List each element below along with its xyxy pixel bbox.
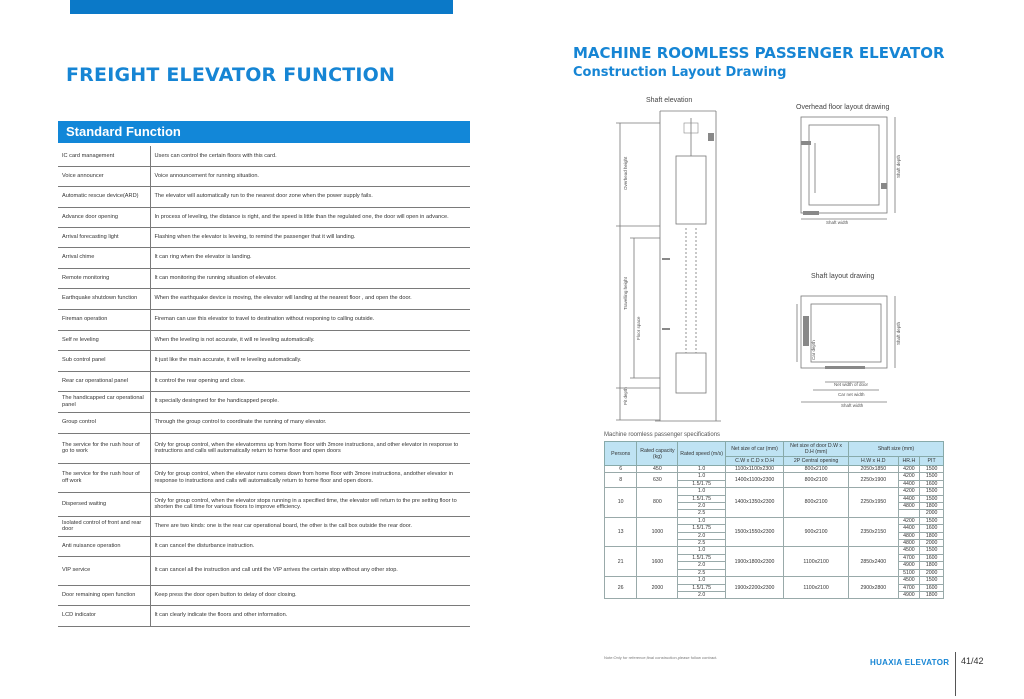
shaft-layout-label: Shaft layout drawing	[811, 273, 875, 280]
spec-pit: 1600	[920, 480, 944, 487]
shaft-elevation-drawing	[600, 108, 725, 428]
spec-capacity: 1600	[637, 547, 678, 577]
layout-shaft-depth-label: Shaft depth	[896, 321, 901, 345]
overhead-shaft-depth-label: Shaft depth	[896, 154, 901, 178]
layout-shaft-width-label: Shaft width	[841, 403, 864, 408]
th-hr: HR.H	[898, 457, 920, 466]
function-row	[58, 288, 470, 309]
spec-door-size: 1100x2100	[784, 577, 849, 599]
function-name: The service for the rush hour of off work	[58, 463, 150, 492]
spec-pit: 1500	[920, 495, 944, 502]
spec-row	[605, 488, 944, 495]
spec-car-size: 1500x1550x2300	[725, 517, 783, 547]
spec-shaft-size: 2350x2150	[848, 517, 898, 547]
function-table	[58, 146, 470, 627]
spec-hr: 4900	[898, 562, 920, 569]
spec-pit: 1500	[920, 547, 944, 554]
spec-row	[605, 466, 944, 473]
spec-door-size: 800x2100	[784, 488, 849, 518]
spec-pit: 1500	[920, 473, 944, 480]
spec-capacity: 800	[637, 488, 678, 518]
function-description: It control the rear opening and close.	[150, 371, 470, 391]
function-name: Arrival chime	[58, 247, 150, 268]
function-row	[58, 412, 470, 433]
spec-speed: 1.0	[678, 466, 726, 473]
spec-hr: 4500	[898, 547, 920, 554]
spec-pit: 2000	[920, 510, 944, 517]
spec-hr: 4400	[898, 525, 920, 532]
th-speed: Rated speed (m/s)	[678, 442, 726, 466]
function-row	[58, 605, 470, 626]
function-name: Sub control panel	[58, 350, 150, 371]
function-description: Only for group control, when the elevatormns up from home floor with 3more instructions, and other elevator in response to instructions and calls will automatically return to home floor and open doors	[150, 433, 470, 463]
function-row	[58, 330, 470, 350]
spec-hr: 4800	[898, 503, 920, 510]
shaft-elevation-label: Shaft elevation	[646, 97, 693, 104]
spec-capacity: 2000	[637, 577, 678, 599]
th-shaft-size: Shaft size (mm)	[848, 442, 943, 457]
net-width-door-label: Net width of door	[834, 382, 869, 387]
function-name: The handicapped car operational panel	[58, 391, 150, 412]
spec-hr: 4500	[898, 577, 920, 584]
spec-row	[605, 517, 944, 524]
spec-speed: 1.0	[678, 473, 726, 480]
spec-speed: 1.5/1.75	[678, 584, 726, 591]
spec-persons: 26	[605, 577, 637, 599]
spec-hr: 4400	[898, 480, 920, 487]
spec-pit: 1500	[920, 466, 944, 473]
function-name: The service for the rush hour of go to work	[58, 433, 150, 463]
function-description: When the earthquake device is moving, the elevator will landing at the nearest floor , and open the door.	[150, 288, 470, 309]
th-hw-hd: H.W x H.D	[848, 457, 898, 466]
function-row	[58, 556, 470, 585]
right-subtitle: Construction Layout Drawing	[573, 65, 787, 80]
overhead-shaft-width-label: Shaft width	[826, 220, 849, 225]
function-description: It specially desingned for the handicapped people.	[150, 391, 470, 412]
spec-speed: 1.0	[678, 488, 726, 495]
spec-pit: 2000	[920, 540, 944, 547]
spec-car-size: 1900x2200x2300	[725, 577, 783, 599]
section-header: Standard Function	[58, 121, 470, 143]
spec-hr: 4800	[898, 540, 920, 547]
function-name: Door remaining open function	[58, 585, 150, 605]
function-description: There are two kinds: one is the rear car operational board, the other is the call box outside the rear door.	[150, 516, 470, 536]
function-row	[58, 350, 470, 371]
function-name: LCD indicator	[58, 605, 150, 626]
spec-row	[605, 473, 944, 480]
function-description: When the leveling is not accurate, it will re leveling automatically.	[150, 330, 470, 350]
function-row	[58, 463, 470, 492]
function-description: Through the group control to coordinate the running of many elevator.	[150, 412, 470, 433]
function-description: Flashing when the elevator is leveing, to remind the passenger that it will landing.	[150, 227, 470, 247]
spec-shaft-size: 2050x1850	[848, 466, 898, 473]
spec-speed: 2.0	[678, 532, 726, 539]
function-row	[58, 516, 470, 536]
function-description: It can cancel all the instruction and call until the VIP arrives the certain stop without any other stop.	[150, 556, 470, 585]
spec-shaft-size: 2250x1950	[848, 488, 898, 518]
spec-pit: 1800	[920, 562, 944, 569]
spec-pit: 1800	[920, 503, 944, 510]
function-row	[58, 309, 470, 330]
travelling-height-label: Travelling height	[623, 277, 628, 310]
function-row	[58, 371, 470, 391]
function-name: IC card management	[58, 146, 150, 166]
spec-speed: 1.0	[678, 517, 726, 524]
function-description: Only for group control, when the elevator stops running in a specified time, the elevator will return to the pre setting floor to shorten the call time for various floors to improve efficiency.	[150, 492, 470, 516]
spec-persons: 13	[605, 517, 637, 547]
function-name: Dispersed waiting	[58, 492, 150, 516]
spec-hr: 4400	[898, 495, 920, 502]
function-name: Fireman operation	[58, 309, 150, 330]
spec-pit: 1800	[920, 591, 944, 598]
spec-pit: 2000	[920, 569, 944, 576]
spec-hr: 4700	[898, 584, 920, 591]
function-description: It can cancel the disturbance instruction.	[150, 536, 470, 556]
spec-pit: 1500	[920, 577, 944, 584]
spec-persons: 8	[605, 473, 637, 488]
th-door-size: Net size of door D.W x D.H (mm)	[784, 442, 849, 457]
car-depth-label: Car depth	[811, 340, 816, 360]
spec-door-size: 800x2100	[784, 466, 849, 473]
spec-row	[605, 547, 944, 554]
function-row	[58, 536, 470, 556]
function-description: It can monitoring the running situation of elevator.	[150, 268, 470, 288]
spec-speed: 2.5	[678, 540, 726, 547]
th-pit: PIT	[920, 457, 944, 466]
spec-hr: 4200	[898, 488, 920, 495]
spec-pit: 1600	[920, 554, 944, 561]
th-car-size: Net size of car (mm)	[725, 442, 783, 457]
overhead-label: Overhead floor layout drawing	[796, 104, 890, 111]
spec-speed: 1.5/1.75	[678, 525, 726, 532]
spec-persons: 6	[605, 466, 637, 473]
function-description: In process of leveling, the distance is right, and the speed is little than the regulated one, the door will open in advance.	[150, 207, 470, 227]
function-description: It can clearly indicate the floors and other information.	[150, 605, 470, 626]
th-persons: Persons	[605, 442, 637, 466]
spec-car-size: 1900x1800x2300	[725, 547, 783, 577]
th-door-sub: 2P Central opening	[784, 457, 849, 466]
spec-door-size: 800x2100	[784, 473, 849, 488]
spec-caption: Machine roomless passenger specifications	[604, 432, 721, 438]
pit-depth-label: Pit depth	[623, 387, 628, 405]
spec-pit: 1600	[920, 525, 944, 532]
function-name: Voice announcer	[58, 166, 150, 186]
function-description: Users can control the certain floors with this card.	[150, 146, 470, 166]
spec-speed: 1.5/1.75	[678, 495, 726, 502]
function-name: Isolated control of front and rear door	[58, 516, 150, 536]
spec-speed: 2.5	[678, 569, 726, 576]
function-row	[58, 268, 470, 288]
spec-speed: 1.5/1.75	[678, 554, 726, 561]
spec-pit: 1600	[920, 584, 944, 591]
function-name: Anti nuisance operation	[58, 536, 150, 556]
function-row	[58, 391, 470, 412]
spec-speed: 2.0	[678, 591, 726, 598]
spec-persons: 21	[605, 547, 637, 577]
spec-car-size: 1400x1100x2300	[725, 473, 783, 488]
function-description: Fireman can use this elevator to travel to destination without responing to calling outside.	[150, 309, 470, 330]
function-description: It can ring when the elevator is landing.	[150, 247, 470, 268]
spec-shaft-size: 2900x2800	[848, 577, 898, 599]
spec-speed: 2.0	[678, 562, 726, 569]
spec-hr: 4800	[898, 532, 920, 539]
spec-speed: 1.0	[678, 547, 726, 554]
spec-hr	[898, 510, 920, 517]
spec-pit: 1800	[920, 532, 944, 539]
function-description: Keep press the door open button to delay of door closing.	[150, 585, 470, 605]
spec-capacity: 1000	[637, 517, 678, 547]
function-row	[58, 186, 470, 207]
spec-persons: 10	[605, 488, 637, 518]
function-row	[58, 492, 470, 516]
function-row	[58, 247, 470, 268]
function-description: The elevator will automatically run to the nearest door zone when the power supply fails.	[150, 186, 470, 207]
function-description: Only for group control, when the elevator runs comes down from home floor with 3more instructions, andother elevator in response to instructions and calls will automatically return to home floor and open doors.	[150, 463, 470, 492]
function-description: Voice announcement for running situation.	[150, 166, 470, 186]
function-description: It just like the main accurate, it will re leveling automatically.	[150, 350, 470, 371]
function-name: Arrival forecasting light	[58, 227, 150, 247]
brand-name: HUAXIA ELEVATOR	[870, 658, 950, 667]
function-row	[58, 166, 470, 186]
spec-row	[605, 577, 944, 584]
floor-space-label: Floor space	[636, 316, 641, 340]
footer-divider	[955, 652, 956, 696]
function-row	[58, 146, 470, 166]
function-name: Group control	[58, 412, 150, 433]
spec-pit: 1500	[920, 488, 944, 495]
spec-shaft-size: 2250x1900	[848, 473, 898, 488]
function-name: Automatic rescue device(ARD)	[58, 186, 150, 207]
spec-hr: 4200	[898, 473, 920, 480]
function-name: Self re leveling	[58, 330, 150, 350]
overhead-height-label: Overhead height	[623, 156, 628, 190]
spec-hr: 4200	[898, 517, 920, 524]
spec-hr: 4700	[898, 554, 920, 561]
spec-shaft-size: 2850x2400	[848, 547, 898, 577]
function-row	[58, 227, 470, 247]
spec-capacity: 450	[637, 466, 678, 473]
spec-note: Note:Only for reference,final construction,please follow contract.	[604, 655, 718, 660]
spec-table	[604, 441, 944, 599]
spec-hr: 4900	[898, 591, 920, 598]
spec-speed: 2.0	[678, 503, 726, 510]
right-title: MACHINE ROOMLESS PASSENGER ELEVATOR	[573, 44, 945, 62]
spec-car-size: 1100x1100x2300	[725, 466, 783, 473]
th-capacity: Rated capacity (kg)	[637, 442, 678, 466]
spec-door-size: 900x2100	[784, 517, 849, 547]
spec-speed: 1.0	[678, 577, 726, 584]
spec-pit: 1500	[920, 517, 944, 524]
function-name: Earthquake shutdown function	[58, 288, 150, 309]
page-title: FREIGHT ELEVATOR FUNCTION	[66, 64, 396, 86]
spec-capacity: 630	[637, 473, 678, 488]
spec-hr: 5100	[898, 569, 920, 576]
function-name: VIP service	[58, 556, 150, 585]
car-net-width-label: Car net width	[838, 392, 865, 397]
function-name: Advance door opening	[58, 207, 150, 227]
th-car-sub: C.W x C.D x D.H	[725, 457, 783, 466]
function-name: Remote monitoring	[58, 268, 150, 288]
overhead-layout-drawing	[795, 113, 905, 233]
spec-car-size: 1400x1350x2300	[725, 488, 783, 518]
function-row	[58, 585, 470, 605]
page-number: 41/42	[961, 656, 984, 666]
top-accent-bar	[70, 0, 453, 14]
spec-door-size: 1100x2100	[784, 547, 849, 577]
function-row	[58, 433, 470, 463]
function-row	[58, 207, 470, 227]
spec-speed: 2.5	[678, 510, 726, 517]
spec-hr: 4200	[898, 466, 920, 473]
function-name: Rear car operational panel	[58, 371, 150, 391]
spec-speed: 1.5/1.75	[678, 480, 726, 487]
